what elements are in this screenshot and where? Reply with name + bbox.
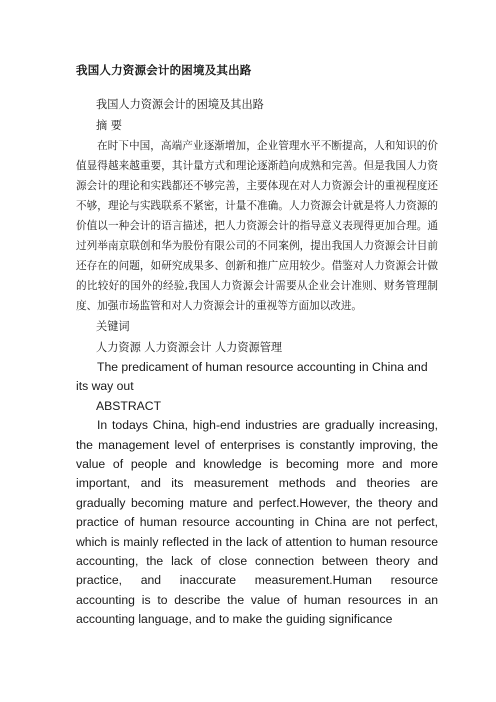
abstract-chinese: 在时下中国，高端产业逐渐增加，企业管理水平不断提高，人和知识的价值显得越来越重要，其计量方式和理论逐渐趋向成熟和完善。但是我国人力资源会计的理论和实践都还不够完善，主要体现在对人力资源会计的重视程度还不够，理论与实践联系不紧密，计量不准确。人力资源会计就是将人力资源的价值以一种会计的语言描述，把人力资源会计的指导意义表现得更加合理。通过列举南京联创和华为股份有限公司的不同案例，提出我国人力资源会计目前还存在的问题，如研究成果多、创新和推广应用较少。借鉴对人力资源会计做的比较好的国外的经验,我国人力资源会计需要从企业会计准则、财务管理制度、加强市场监管和对人力资源会计的重视等方面加以改进。	[76, 140, 438, 312]
english-title: The predicament of human resource accounting in China and its way out	[76, 360, 428, 394]
abstract-heading: 摘 要	[96, 119, 122, 132]
abstract-english: In todays China, high-end industries are gradually increasing, the management level of enterprises is constantly improving, the value of people and knowledge is becoming more and more important, and its measurement methods and theories are gradually becoming mature and perfect.However, the theory and practice of human resource accounting in China are not perfect, which is mainly reflected in the lack of attention to human resource accounting, the lack of close connection between theory and practice, and inaccurate measurement.Human resource accounting is to describe the value of human resources in an accounting language, and to make the guiding significance	[76, 418, 438, 627]
document-subtitle: 我国人力资源会计的困境及其出路	[96, 98, 264, 111]
abstract-heading-english: ABSTRACT	[96, 398, 162, 413]
document-title: 我国人力资源会计的困境及其出路	[76, 63, 252, 77]
keywords-heading: 关键词	[96, 320, 130, 333]
keywords: 人力资源 人力资源会计 人力资源管理	[96, 341, 283, 354]
